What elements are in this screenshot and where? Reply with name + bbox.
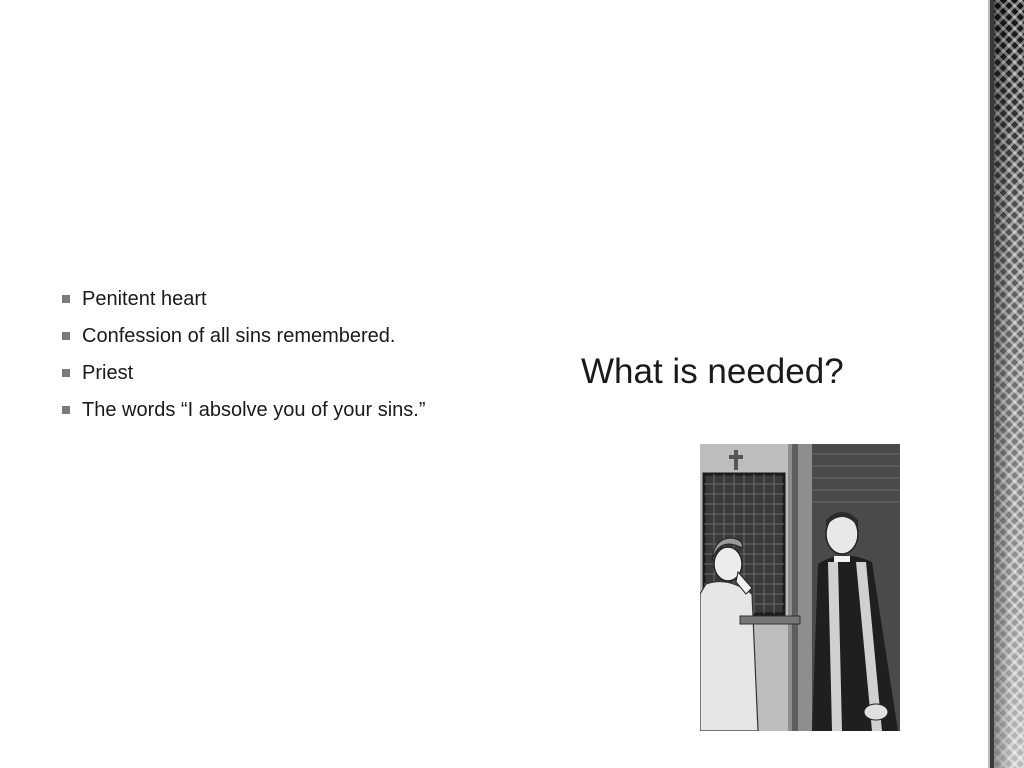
decorative-side-border — [978, 0, 1024, 768]
bullet-text: Penitent heart — [82, 288, 207, 310]
confession-drawing — [700, 444, 900, 731]
bullet-item — [62, 397, 462, 423]
bullet-item — [62, 286, 462, 312]
bullet-list — [62, 286, 462, 434]
square-bullet-icon — [62, 406, 70, 414]
bullet-text: Confession of all sins remembered. — [82, 325, 396, 347]
square-bullet-icon — [62, 295, 70, 303]
square-bullet-icon — [62, 332, 70, 340]
bullet-text: Priest — [82, 362, 134, 384]
bullet-item — [62, 360, 462, 386]
confession-illustration — [700, 444, 900, 731]
bullet-item — [62, 323, 462, 349]
square-bullet-icon — [62, 369, 70, 377]
slide-title: What is needed? — [581, 352, 844, 391]
bullet-text: The words “I absolve you of your sins.” — [82, 399, 426, 421]
